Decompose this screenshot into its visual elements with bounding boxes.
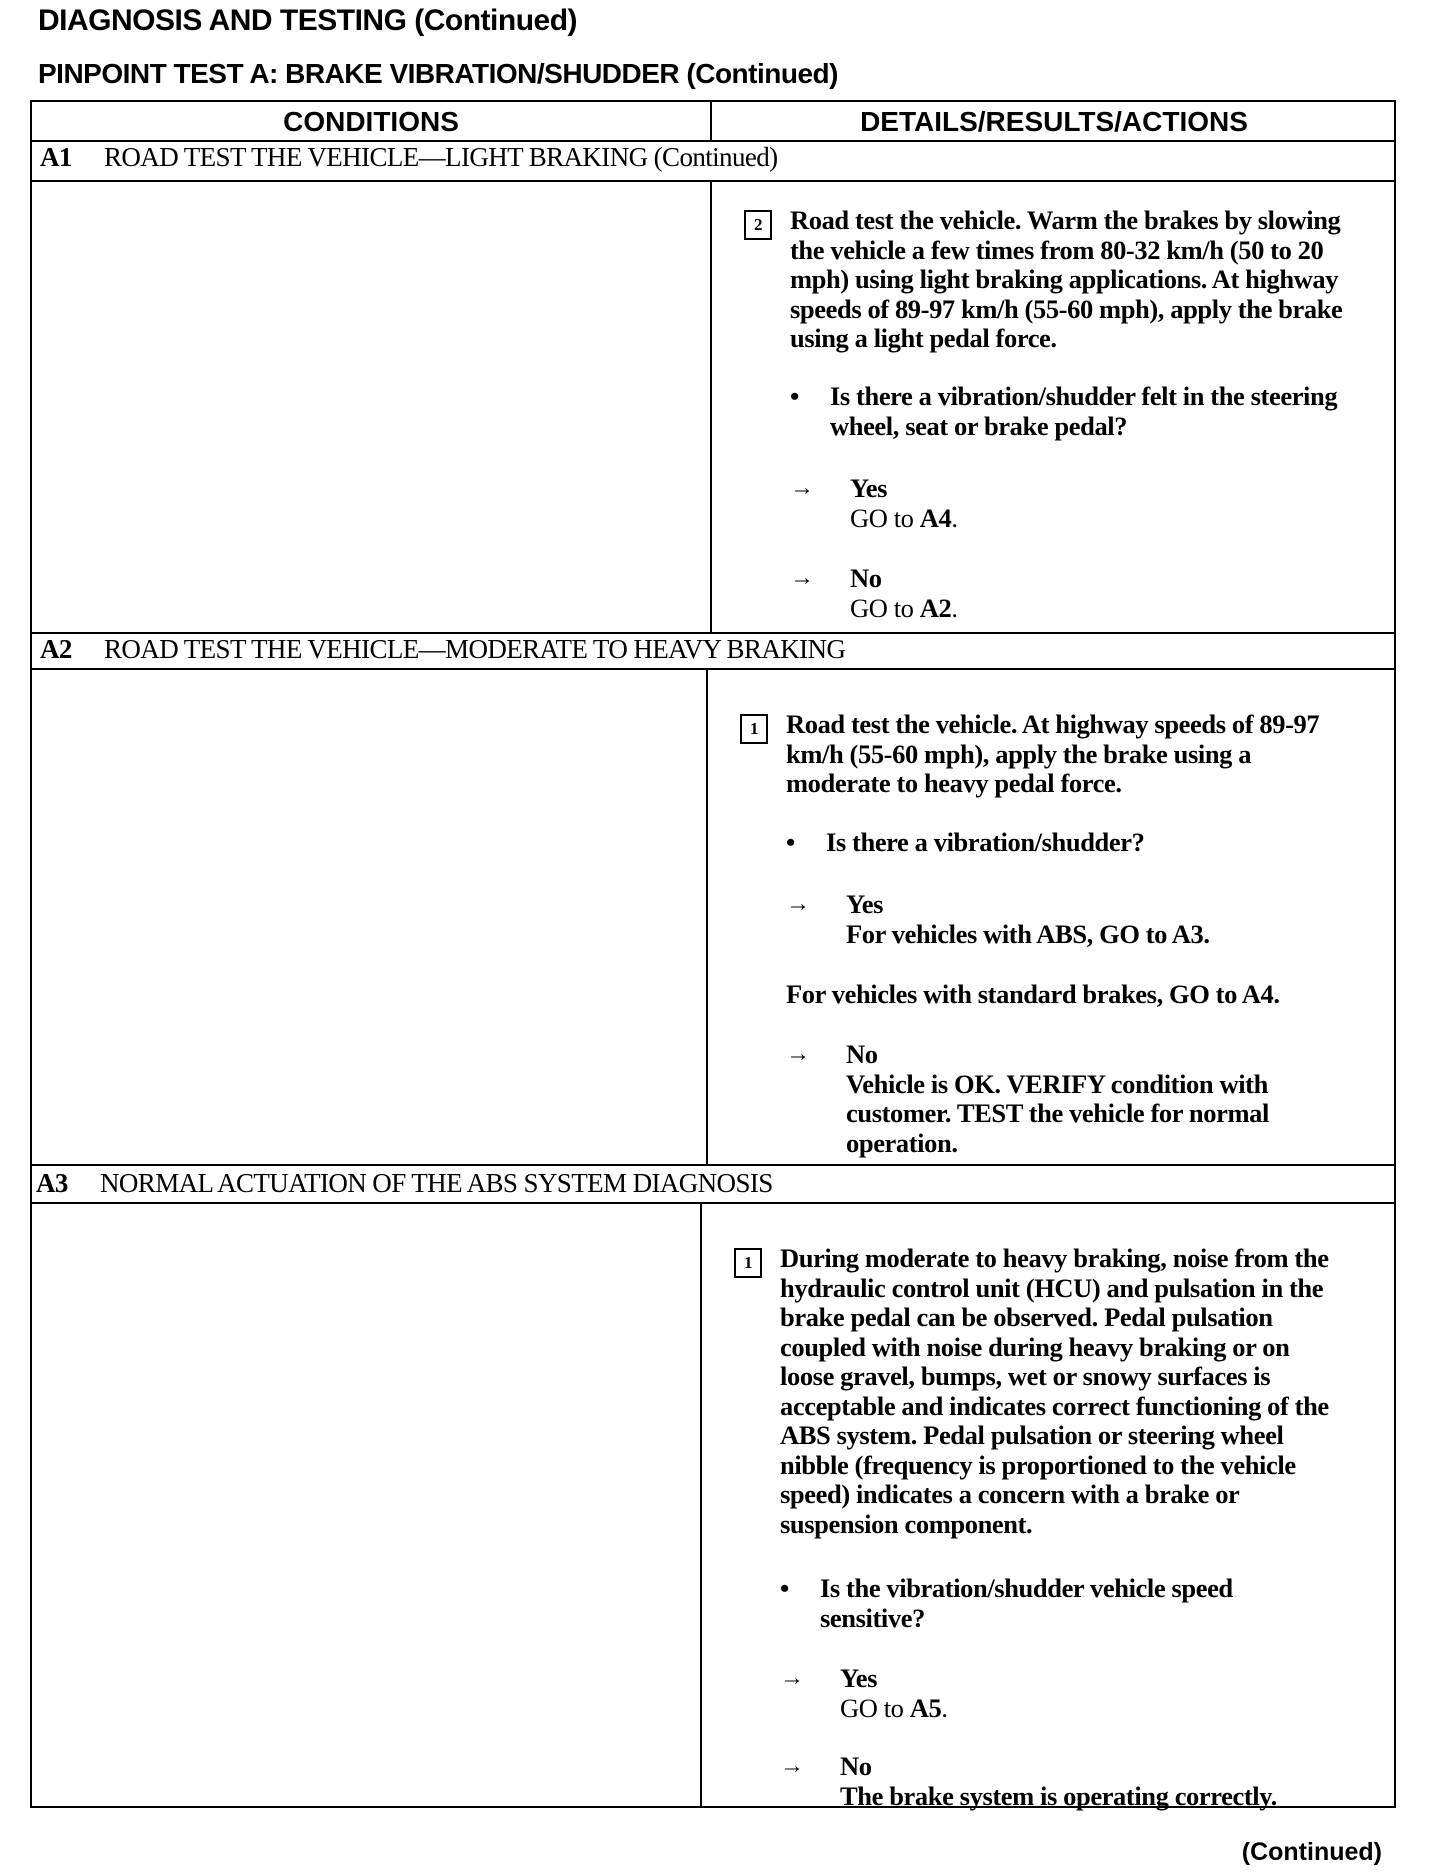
- answer-no: → No The brake system is operating correctly.: [780, 1751, 1277, 1811]
- step-instruction: Road test the vehicle. Warm the brakes by slowing the vehicle a few times from 80-32 km/h (50 to 20 mph) using light braking applications. At highway speeds of 89-97 km/h (55-60 mph), apply the brake using a light pedal force.: [790, 205, 1343, 353]
- bullet-icon: •: [786, 827, 795, 857]
- right-arrow-icon: →: [780, 1665, 804, 1691]
- right-arrow-icon: →: [790, 565, 814, 591]
- answer-no: → No Vehicle is OK. VERIFY condition with customer. TEST the vehicle for normal operation.: [786, 1039, 1269, 1158]
- bullet-icon: •: [790, 381, 799, 411]
- right-arrow-icon: →: [790, 475, 814, 501]
- section-a2-details: [708, 668, 1398, 1164]
- question-bullet: • Is there a vibration/shudder felt in the steering wheel, seat or brake pedal?: [790, 381, 1338, 441]
- section-code: A1: [40, 142, 72, 172]
- continued-footer: (Continued): [1241, 1838, 1382, 1866]
- answer-yes: → Yes GO to A5.: [780, 1663, 948, 1723]
- section-a1-header: [40, 142, 778, 173]
- answer-yes: → Yes GO to A4.: [790, 473, 958, 533]
- step-instruction: Road test the vehicle. At highway speeds of 89-97 km/h (55-60 mph), apply the brake using a moderate to heavy pedal force.: [786, 709, 1320, 798]
- column-header-details: DETAILS/RESULTS/ACTIONS: [860, 106, 1248, 137]
- standard-brakes-note: For vehicles with standard brakes, GO to A4.: [786, 979, 1280, 1009]
- step-number-box: 1: [740, 714, 768, 744]
- question-bullet: • Is there a vibration/shudder?: [786, 827, 1145, 857]
- question-bullet: • Is the vibration/shudder vehicle speed sensitive?: [780, 1573, 1233, 1633]
- answer-no: → No GO to A2.: [790, 563, 958, 623]
- section-a1-details: [712, 180, 1398, 632]
- right-arrow-icon: →: [786, 891, 810, 917]
- section-code: A2: [40, 634, 72, 664]
- section-a3-details: [702, 1202, 1398, 1811]
- section-code: A3: [36, 1168, 68, 1198]
- section-a2-header: [40, 634, 845, 665]
- step-number-box: 2: [744, 210, 772, 240]
- pinpoint-test-title: PINPOINT TEST A: BRAKE VIBRATION/SHUDDER (Continued): [38, 58, 838, 89]
- section-a3-top-divider: [32, 1164, 1394, 1166]
- pinpoint-test-table: [30, 100, 1396, 1811]
- right-arrow-icon: →: [780, 1753, 804, 1779]
- answer-yes: → Yes For vehicles with ABS, GO to A3.: [786, 889, 1210, 949]
- step-instruction: During moderate to heavy braking, noise from the hydraulic control unit (HCU) and pulsation in the brake pedal can be observed. Pedal pulsation coupled with noise during heavy braking or on loose gravel, bumps, wet or snowy surfaces is acceptable and indicates correct functioning of the ABS system. Pedal pulsation or steering wheel nibble (frequency is proportioned to the vehicle speed) indicates a concern with a brake or suspension component.: [780, 1243, 1329, 1539]
- column-header-conditions: CONDITIONS: [283, 106, 459, 137]
- section-title: ROAD TEST THE VEHICLE—MODERATE TO HEAVY BRAKING: [104, 634, 846, 664]
- section-title: ROAD TEST THE VEHICLE—LIGHT BRAKING (Continued): [104, 142, 778, 172]
- right-arrow-icon: →: [786, 1041, 810, 1067]
- section-title: NORMAL ACTUATION OF THE ABS SYSTEM DIAGNOSIS: [100, 1168, 773, 1198]
- bullet-icon: •: [780, 1573, 789, 1603]
- page-title: DIAGNOSIS AND TESTING (Continued): [38, 4, 578, 37]
- step-number-box: 1: [734, 1248, 762, 1278]
- section-a3-header: [36, 1168, 773, 1199]
